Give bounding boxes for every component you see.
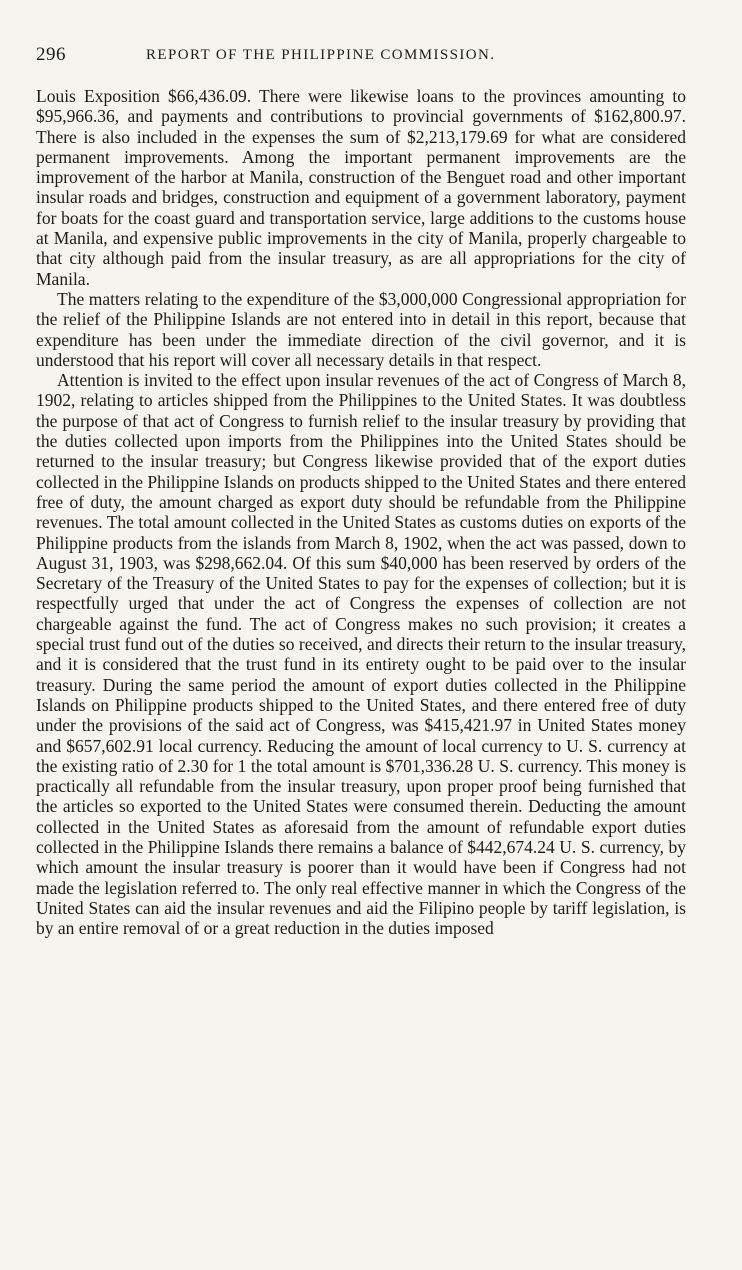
- running-head: REPORT OF THE PHILIPPINE COMMISSION.: [146, 47, 496, 63]
- paragraph-3: Attention is invited to the effect upon insular revenues of the act of Congress of March 8, 1902, relating to articles shipped from the Philippines to the United States. It was doubtless the purpose of that act of Congress to furnish relief to the insular treasury by providing that the duties collected upon imports from the Philippines into the United States should be returned to the insular treasury; but Congress likewise provided that of the export duties collected in the Philippine Islands on products shipped to the United States and there entered free of duty, the amount charged as export duty should be refundable from the Philippine revenues. The total amount collected in the United States as customs duties on exports of the Philippine products from the islands from March 8, 1902, when the act was passed, down to August 31, 1903, was $298,662.04. Of this sum $40,000 has been reserved by orders of the Secretary of the Treasury of the United States to pay for the expenses of collection; but it is respectfully urged that under the act of Congress the expenses of collection are not chargeable against the fund. The act of Congress makes no such provision; it creates a special trust fund out of the duties so received, and directs their return to the insular treasury, and it is considered that the trust fund in its entirety ought to be paid over to the insular treasury. During the same period the amount of export duties collected in the Philippine Islands on Philippine products shipped to the United States, and there entered free of duty under the provisions of the said act of Congress, was $415,421.97 in United States money and $657,602.91 local currency. Reducing the amount of local currency to U. S. currency at the existing ratio of 2.30 for 1 the total amount is $701,336.28 U. S. currency. This money is practically all refundable from the insular treasury, upon proper proof being furnished that the articles so exported to the United States were consumed therein. Deducting the amount collected in the United States as aforesaid from the amount of refundable export duties collected in the Philippine Islands there remains a balance of $442,674.24 U. S. currency, by which amount the insular treasury is poorer than it would have been if Congress had not made the legislation referred to. The only real effective manner in which the Congress of the United States can aid the insular revenues and aid the Filipino people by tariff legislation, is by an entire removal of or a great reduction in the duties imposed: [36, 370, 686, 939]
- paragraph-2: The matters relating to the expenditure of the $3,000,000 Congressional appropriation for the relief of the Philippine Islands are not entered into in detail in this report, because that expenditure has been under the immediate direction of the civil governor, and it is understood that his report will cover all necessary details in that respect.: [36, 288, 686, 370]
- page-number: 296: [36, 44, 66, 65]
- paragraph-1: Louis Exposition $66,436.09. There were likewise loans to the provinces amounting to $95,966.36, and payments and contributions to provincial governments of $162,800.97. There is also included in the expenses the sum of $2,213,179.69 for what are considered permanent improvements. Among the important permanent improvements are the improvement of the harbor at Manila, construction of the Benguet road and other important insular roads and bridges, construction and equipment of a government laboratory, payment for boats for the coast guard and transportation service, large additions to the customs house at Manila, and expensive public improvements in the city of Manila, properly chargeable to that city although paid from the insular treasury, as are all appropriations for the city of Manila.: [36, 86, 686, 289]
- page-header: [36, 44, 686, 68]
- body-text: [36, 86, 686, 938]
